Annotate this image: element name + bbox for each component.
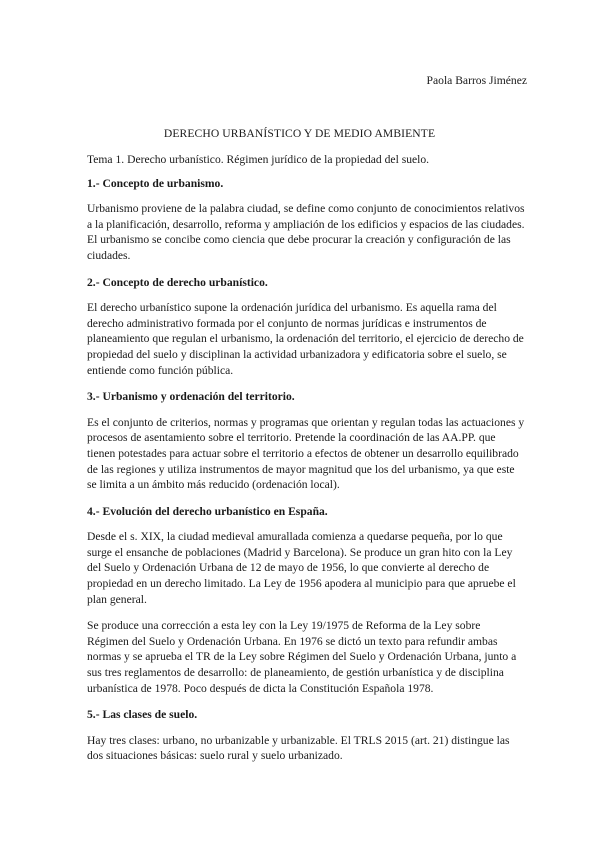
section-heading: 2.- Concepto de derecho urbanístico. bbox=[87, 275, 268, 289]
section-paragraph: Desde el s. XIX, la ciudad medieval amurallada comienza a quedarse pequeña, por lo que surge el ensanche de poblaciones (Madrid y Barcelona). Se produce un gran hito con la Ley del Suelo y Ordenación Urbana de 12 de mayo de 1956, lo que convierte al derecho de propiedad en un derecho limitado. La Ley de 1956 apodera al municipio para que apruebe el plan general. bbox=[87, 530, 516, 606]
section-paragraph: Hay tres clases: urbano, no urbanizable y urbanizable. El TRLS 2015 (art. 21) distingue las dos situaciones básicas: suelo rural y suelo urbanizado. bbox=[87, 733, 510, 763]
section-4 bbox=[87, 504, 525, 697]
section-paragraph: Urbanismo proviene de la palabra ciudad, se define como conjunto de conocimientos relativos a la planificación, desarrollo, reforma y ampliación de los edificios y espacios de las ciudades. El urbanismo se concibe como ciencia que debe procurar la creación y configuración de las ciudades. bbox=[87, 202, 525, 262]
section-1 bbox=[87, 176, 525, 264]
section-heading: 4.- Evolución del derecho urbanístico en España. bbox=[87, 504, 328, 518]
section-paragraph: Se produce una corrección a esta ley con la Ley 19/1975 de Reforma de la Ley sobre Régimen del Suelo y Ordenación Urbana. En 1976 se dictó un texto para refundir ambas normas y se aprueba el TR de la Ley sobre Régimen del Suelo y Ordenación Urbana, junto a sus tres reglamentos de desarrollo: de planeamiento, de gestión urbanística y de disciplina urbanística de 1978. Poco después de dicta la Constitución Española 1978. bbox=[87, 619, 517, 695]
document-body bbox=[87, 152, 525, 775]
document-title: DERECHO URBANÍSTICO Y DE MEDIO AMBIENTE bbox=[163, 127, 436, 140]
section-3 bbox=[87, 389, 525, 493]
section-heading: 5.- Las clases de suelo. bbox=[87, 708, 198, 722]
section-paragraph: El derecho urbanístico supone la ordenación jurídica del urbanismo. Es aquella rama del derecho administrativo formada por el conjunto de normas jurídicas e instrumentos de planeamiento que regulan el urbanismo, la ordenación del territorio, el ejercicio de derecho de propiedad del suelo y disciplinan la actividad urbanizadora y edificatoria sobre el suelo, se entiende como función pública. bbox=[87, 301, 524, 377]
section-2 bbox=[87, 275, 525, 379]
author-name: Paola Barros Jiménez bbox=[426, 74, 527, 87]
section-heading: 3.- Urbanismo y ordenación del territorio. bbox=[87, 390, 295, 404]
document-subtitle: Tema 1. Derecho urbanístico. Régimen jurídico de la propiedad del suelo. bbox=[87, 153, 430, 166]
section-5 bbox=[87, 707, 525, 764]
section-paragraph: Es el conjunto de criterios, normas y programas que orientan y regulan todas las actuaciones y procesos de asentamiento sobre el territorio. Pretende la coordinación de las AA.PP. que tienen potestades para actuar sobre el territorio a efectos de obtener un desarrollo equilibrado de las regiones y utiliza instrumentos de mayor magnitud que los del urbanismo, ya que este se limita a un ámbito más reducido (ordenación local). bbox=[87, 415, 525, 492]
section-heading: 1.- Concepto de urbanismo. bbox=[87, 176, 224, 190]
